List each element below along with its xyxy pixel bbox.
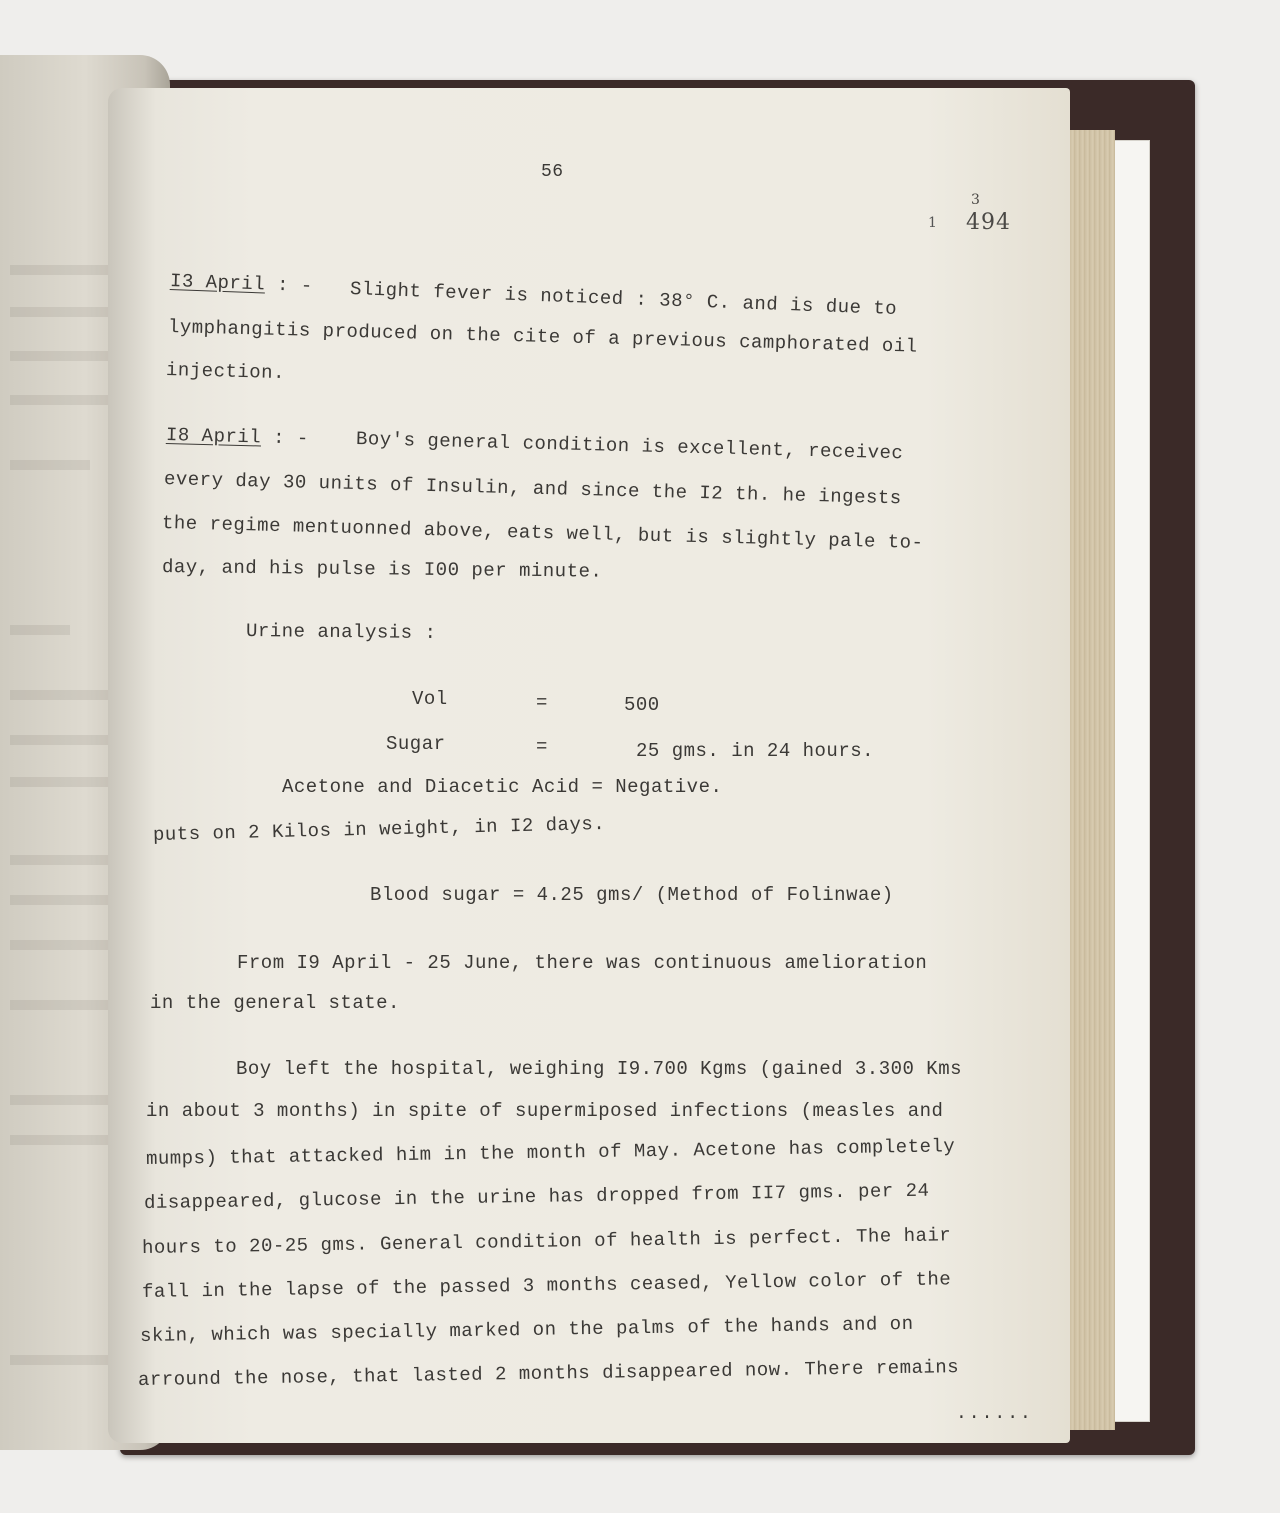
bleed-through-line <box>10 1000 120 1010</box>
urine-sugar-label: Sugar <box>386 733 446 755</box>
entry-line: the regime mentuonned above, eats well, but is slightly pale to- <box>161 512 924 554</box>
paragraph-line: in the general state. <box>150 992 400 1014</box>
weight-line: puts on 2 Kilos in weight, in I2 days. <box>152 812 606 846</box>
bleed-through-line <box>10 625 70 635</box>
continuation-dots: ...... <box>956 1404 1033 1424</box>
page-number: 56 <box>541 162 564 182</box>
acetone-line: Acetone and Diacetic Acid = Negative. <box>282 776 723 798</box>
entry-separator: : - <box>272 426 310 450</box>
paragraph-line: fall in the lapse of the passed 3 months ceased, Yellow color of the <box>141 1268 952 1303</box>
urine-vol-label: Vol <box>412 688 448 710</box>
paragraph-line: hours to 20-25 gms. General condition of health is perfect. The hair <box>141 1224 952 1259</box>
paragraph-line: mumps) that attacked him in the month of May. Acetone has completely <box>145 1135 956 1170</box>
urine-sugar-equals: = <box>536 736 548 758</box>
bleed-through-line <box>10 460 90 470</box>
paragraph-line: arround the nose, that lasted 2 months disappeared now. There remains <box>137 1356 960 1391</box>
paragraph-line: From I9 April - 25 June, there was continuous amelioration <box>237 952 928 974</box>
urine-vol-value: 500 <box>624 694 660 716</box>
blood-sugar-line: Blood sugar = 4.25 gms/ (Method of Folinwae) <box>370 884 894 906</box>
entry-line: Slight fever is noticed : 38° C. and is due to <box>349 278 898 321</box>
stamp-superscript: 3 <box>971 192 981 208</box>
entry-line: day, and his pulse is I00 per minute. <box>161 556 603 583</box>
page-block-edges <box>1065 130 1115 1430</box>
paragraph-line: disappeared, glucose in the urine has dropped from II7 gms. per 24 <box>143 1179 930 1214</box>
entry-line: injection. <box>165 359 286 385</box>
entry-line: Boy's general condition is excellent, receivec <box>355 428 904 465</box>
bleed-through-line <box>10 940 110 950</box>
entry-separator: : - <box>276 273 314 298</box>
urine-analysis-heading: Urine analysis : <box>245 620 437 644</box>
entry-line: lymphangitis produced on the cite of a previous camphorated oil <box>167 316 918 358</box>
stamped-folio-number: 494 <box>966 210 1011 235</box>
paragraph-line: in about 3 months) in spite of supermiposed infections (measles and <box>146 1100 944 1122</box>
entry-date: I8 April <box>165 424 262 449</box>
entry-date: I3 April <box>169 270 266 296</box>
urine-vol-equals: = <box>536 692 548 714</box>
stamp-mark: 1 <box>928 215 938 231</box>
paragraph-line: skin, which was specially marked on the palms of the hands and on <box>139 1312 914 1347</box>
paragraph-line: Boy left the hospital, weighing I9.700 Kgms (gained 3.300 Kms <box>236 1058 963 1080</box>
bleed-through-line <box>10 351 120 361</box>
urine-sugar-value: 25 gms. in 24 hours. <box>636 740 875 762</box>
entry-line: every day 30 units of Insulin, and since the I2 th. he ingests <box>163 468 902 510</box>
entry-18-april-heading <box>166 424 309 450</box>
